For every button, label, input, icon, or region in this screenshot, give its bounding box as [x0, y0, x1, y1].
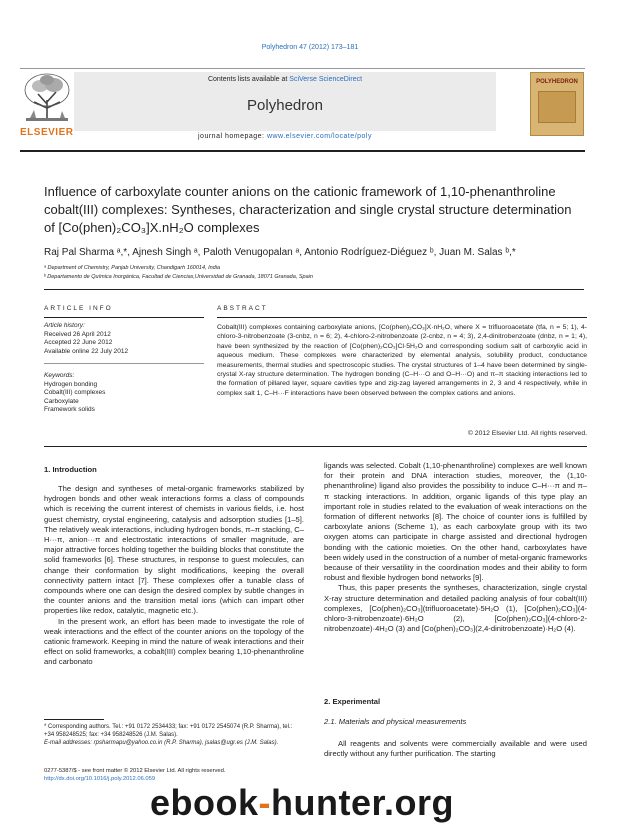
cover-image — [538, 91, 576, 123]
homepage-prefix: journal homepage: — [198, 133, 267, 140]
contents-available — [74, 76, 496, 83]
accepted-date: Accepted 22 June 2012 — [44, 339, 113, 346]
homepage-link[interactable]: www.elsevier.com/locate/poly — [266, 133, 372, 140]
right-paragraph-1: ligands was selected. Cobalt (1,10-phenanthroline) complexes are well known for their protein and DNA interaction studies, moreover, the (1,10-phenanthroline) ligand also provides the possibility to induce C–H···π and π–π stacking interactions. In addition, organic ligands of this type play an important role in studies related to the evaluation of weak interactions on the formation of different networks [8]. The choice of counter ions is fulfilled by carboxylate anions (Scheme 1), as each carboxylate group with its two oxygen atoms can participate in charge assisted and directional hydrogen bonding with the cationic moieties. On the other hand, carboxylates have been widely used in the construction of a number of metal-organic frameworks because of their versatility in the coordination modes and their ability to form robust and flexible hydrogen bond networks [9]. — [324, 461, 587, 583]
right-column — [324, 461, 587, 634]
received-date: Received 26 April 2012 — [44, 330, 111, 338]
experimental-heading: 2. Experimental — [324, 697, 381, 706]
elsevier-logo — [20, 70, 74, 138]
elsevier-tree-icon — [20, 70, 74, 124]
issn-line: 0277-5387/$ - see front matter © 2012 Elsevier Ltd. All rights reserved. — [44, 768, 226, 774]
watermark — [150, 782, 454, 824]
abstract-copyright: © 2012 Elsevier Ltd. All rights reserved. — [467, 430, 587, 437]
abstract-heading: ABSTRACT — [217, 305, 268, 312]
experimental-text: All reagents and solvents were commercially available and were used directly without any further purification. The starting — [324, 739, 587, 759]
online-date: Available online 22 July 2012 — [44, 347, 129, 355]
journal-homepage — [74, 133, 496, 140]
history-label: Article history: — [44, 322, 85, 329]
article-info-rule — [44, 317, 204, 318]
journal-cover — [530, 72, 584, 136]
footnote-rule — [44, 719, 104, 720]
keywords-rule — [44, 363, 204, 364]
keyword-item: Hydrogen bonding — [44, 380, 98, 388]
cover-title: POLYHEDRON — [536, 79, 578, 85]
abstract-bottom-rule — [44, 446, 587, 447]
affiliation-rule — [44, 289, 584, 290]
intro-column — [44, 484, 304, 668]
header-top-rule — [20, 68, 585, 69]
doi-link[interactable]: http://dx.doi.org/10.1016/j.poly.2012.06.059 — [44, 776, 156, 782]
affiliation-a: ᵃ Department of Chemistry, Panjab University, Chandigarh 160014, India — [44, 265, 221, 271]
watermark-dash: - — [258, 782, 272, 823]
keywords-block — [44, 372, 204, 415]
intro-paragraph-1: The design and syntheses of metal-organic frameworks stabilized by hydrogen bonds and other weak interactions forms a class of compounds which is receiving the current interest of chemists in various fields, i.e. host guest chemistry, crystal engineering, catalysis and adsorption studies [1–5]. The relatively weak interactions, including hydrogen bonds, π–π stacking, C–H···π, anion···π and electrostatic interactions of smaller magnitude, are major attractive forces holding together the building blocks that constitute the solid frameworks [6]. These structures, in response to guest molecules, can change their conformation by slight modifications, keeping the overall connectivity pattern intact [7]. These complexes offer a tunable class of compounds where one can design the desired complex by subtle changes in the counter anions and the transition metal ions (which can impart other properties like redox, catalytic, magnetic etc.). — [44, 484, 304, 616]
article-title: Influence of carboxylate counter anions on the cationic framework of 1,10-phenanthroline cobalt(III) complexes: Syntheses, characterization and single crystal structure determination of [Co(phen)₂CO₃]X.nH₂O complexes — [44, 184, 572, 235]
corresponding-note: * Corresponding authors. Tel.: +91 0172 2534433; fax: +91 0172 2545074 (R.P. Sharma), tel.: +34 958248525; fax: +34 958248526 (J.M. Salas). — [44, 724, 293, 738]
article-authors: Raj Pal Sharma ᵃ,*, Ajnesh Singh ᵃ, Paloth Venugopalan ᵃ, Antonio Rodríguez-Diéguez ᵇ, Juan M. Salas ᵇ,* — [44, 247, 516, 258]
keyword-item: Cobalt(III) complexes — [44, 389, 106, 396]
affiliation-b: ᵇ Departamento de Química Inorgánica, Facultad de Ciencias,Universidad de Granada, 18071 Granada, Spain — [44, 274, 313, 280]
keyword-item: Carboxylate — [44, 397, 79, 405]
article-history — [44, 322, 204, 356]
right-paragraph-2: Thus, this paper presents the syntheses, characterization, single crystal X-ray structure determination and detailed packing analysis of four cobalt(III) complexes, [Co(phen)₂CO₃](trifluoroacetate)·5H₂O (1), [Co(phen)₂CO₃](4-chloro-3-nitrobenzoate)·6H₂O (2), [Co(phen)₂CO₃](4-chloro-2-nitrobenzoate)·4H₂O (3) and [Co(phen)₂CO₃](2,4-dinitrobenzoate)·H₂O (4). — [324, 583, 587, 634]
journal-citation[interactable]: Polyhedron 47 (2012) 173–181 — [261, 44, 359, 51]
intro-heading: 1. Introduction — [44, 465, 97, 474]
experimental-paragraph — [324, 739, 587, 759]
abstract-rule — [217, 317, 587, 318]
sciencedirect-link[interactable]: SciVerse ScienceDirect — [289, 76, 363, 83]
header-bottom-rule — [20, 150, 585, 152]
watermark-right: hunter.org — [271, 782, 455, 823]
article-info-heading: ARTICLE INFO — [44, 305, 113, 312]
materials-subheading: 2.1. Materials and physical measurements — [324, 717, 467, 726]
abstract-text: Cobalt(III) complexes containing carboxylate anions, [Co(phen)₂CO₃]X·nH₂O, where X = trifluoroacetate (tfa, n = 5; 1), 4-chloro-3-nitrobenzoate (3-cnbz, n = 6; 2), 4-chloro-2-nitrobenzoate (2-cnbz, n = 4; 3), 2,4-dinitrobenzoate (dnbz, n = 1; 4), have been synthesized by the reaction of [Co(phen)₂CO₃]Cl·5H₂O and corresponding sodium salt of carboxylic acid in aqueous medium. These complexes were characterized by elemental analysis, solubility product, conductance measurements, thermal studies and spectroscopic studies. The crystal structures of 1–4 have been determined by single-crystal X-ray structure determination. The hydrogen bonding (C–H···O and O–H···O) and π–π stacking interactions led to the formation of pillared layer, square cavities type and zig-zag layered arrangements in 2, 3 and 4 respectively, while in complex salt 1, C–H···F interactions have been observed between the complex cations and anions. — [217, 324, 587, 397]
journal-name: Polyhedron — [247, 97, 323, 114]
watermark-left: ebook — [150, 782, 259, 823]
bottom-matter — [44, 767, 344, 783]
intro-paragraph-2: In the present work, an effort has been made to investigate the role of weak interactions and the effect of the counter anions on the topology of the cationic framework. Keeping in mind the nature of weak interactions and their effect on solid frameworks, a cobalt(III) complex bearing 1,10-phenanthroline and carbonato — [44, 616, 304, 667]
footnotes — [44, 723, 304, 747]
keyword-item: Framework solids — [44, 406, 95, 413]
keywords-label: Keywords: — [44, 372, 75, 379]
publisher-logo-text: ELSEVIER — [20, 127, 74, 138]
email-note: E-mail addresses: rpsharmapu@yahoo.co.in (R.P. Sharma), jsalas@ugr.es (J.M. Salas). — [44, 740, 279, 746]
available-prefix: Contents lists available at — [207, 76, 290, 83]
